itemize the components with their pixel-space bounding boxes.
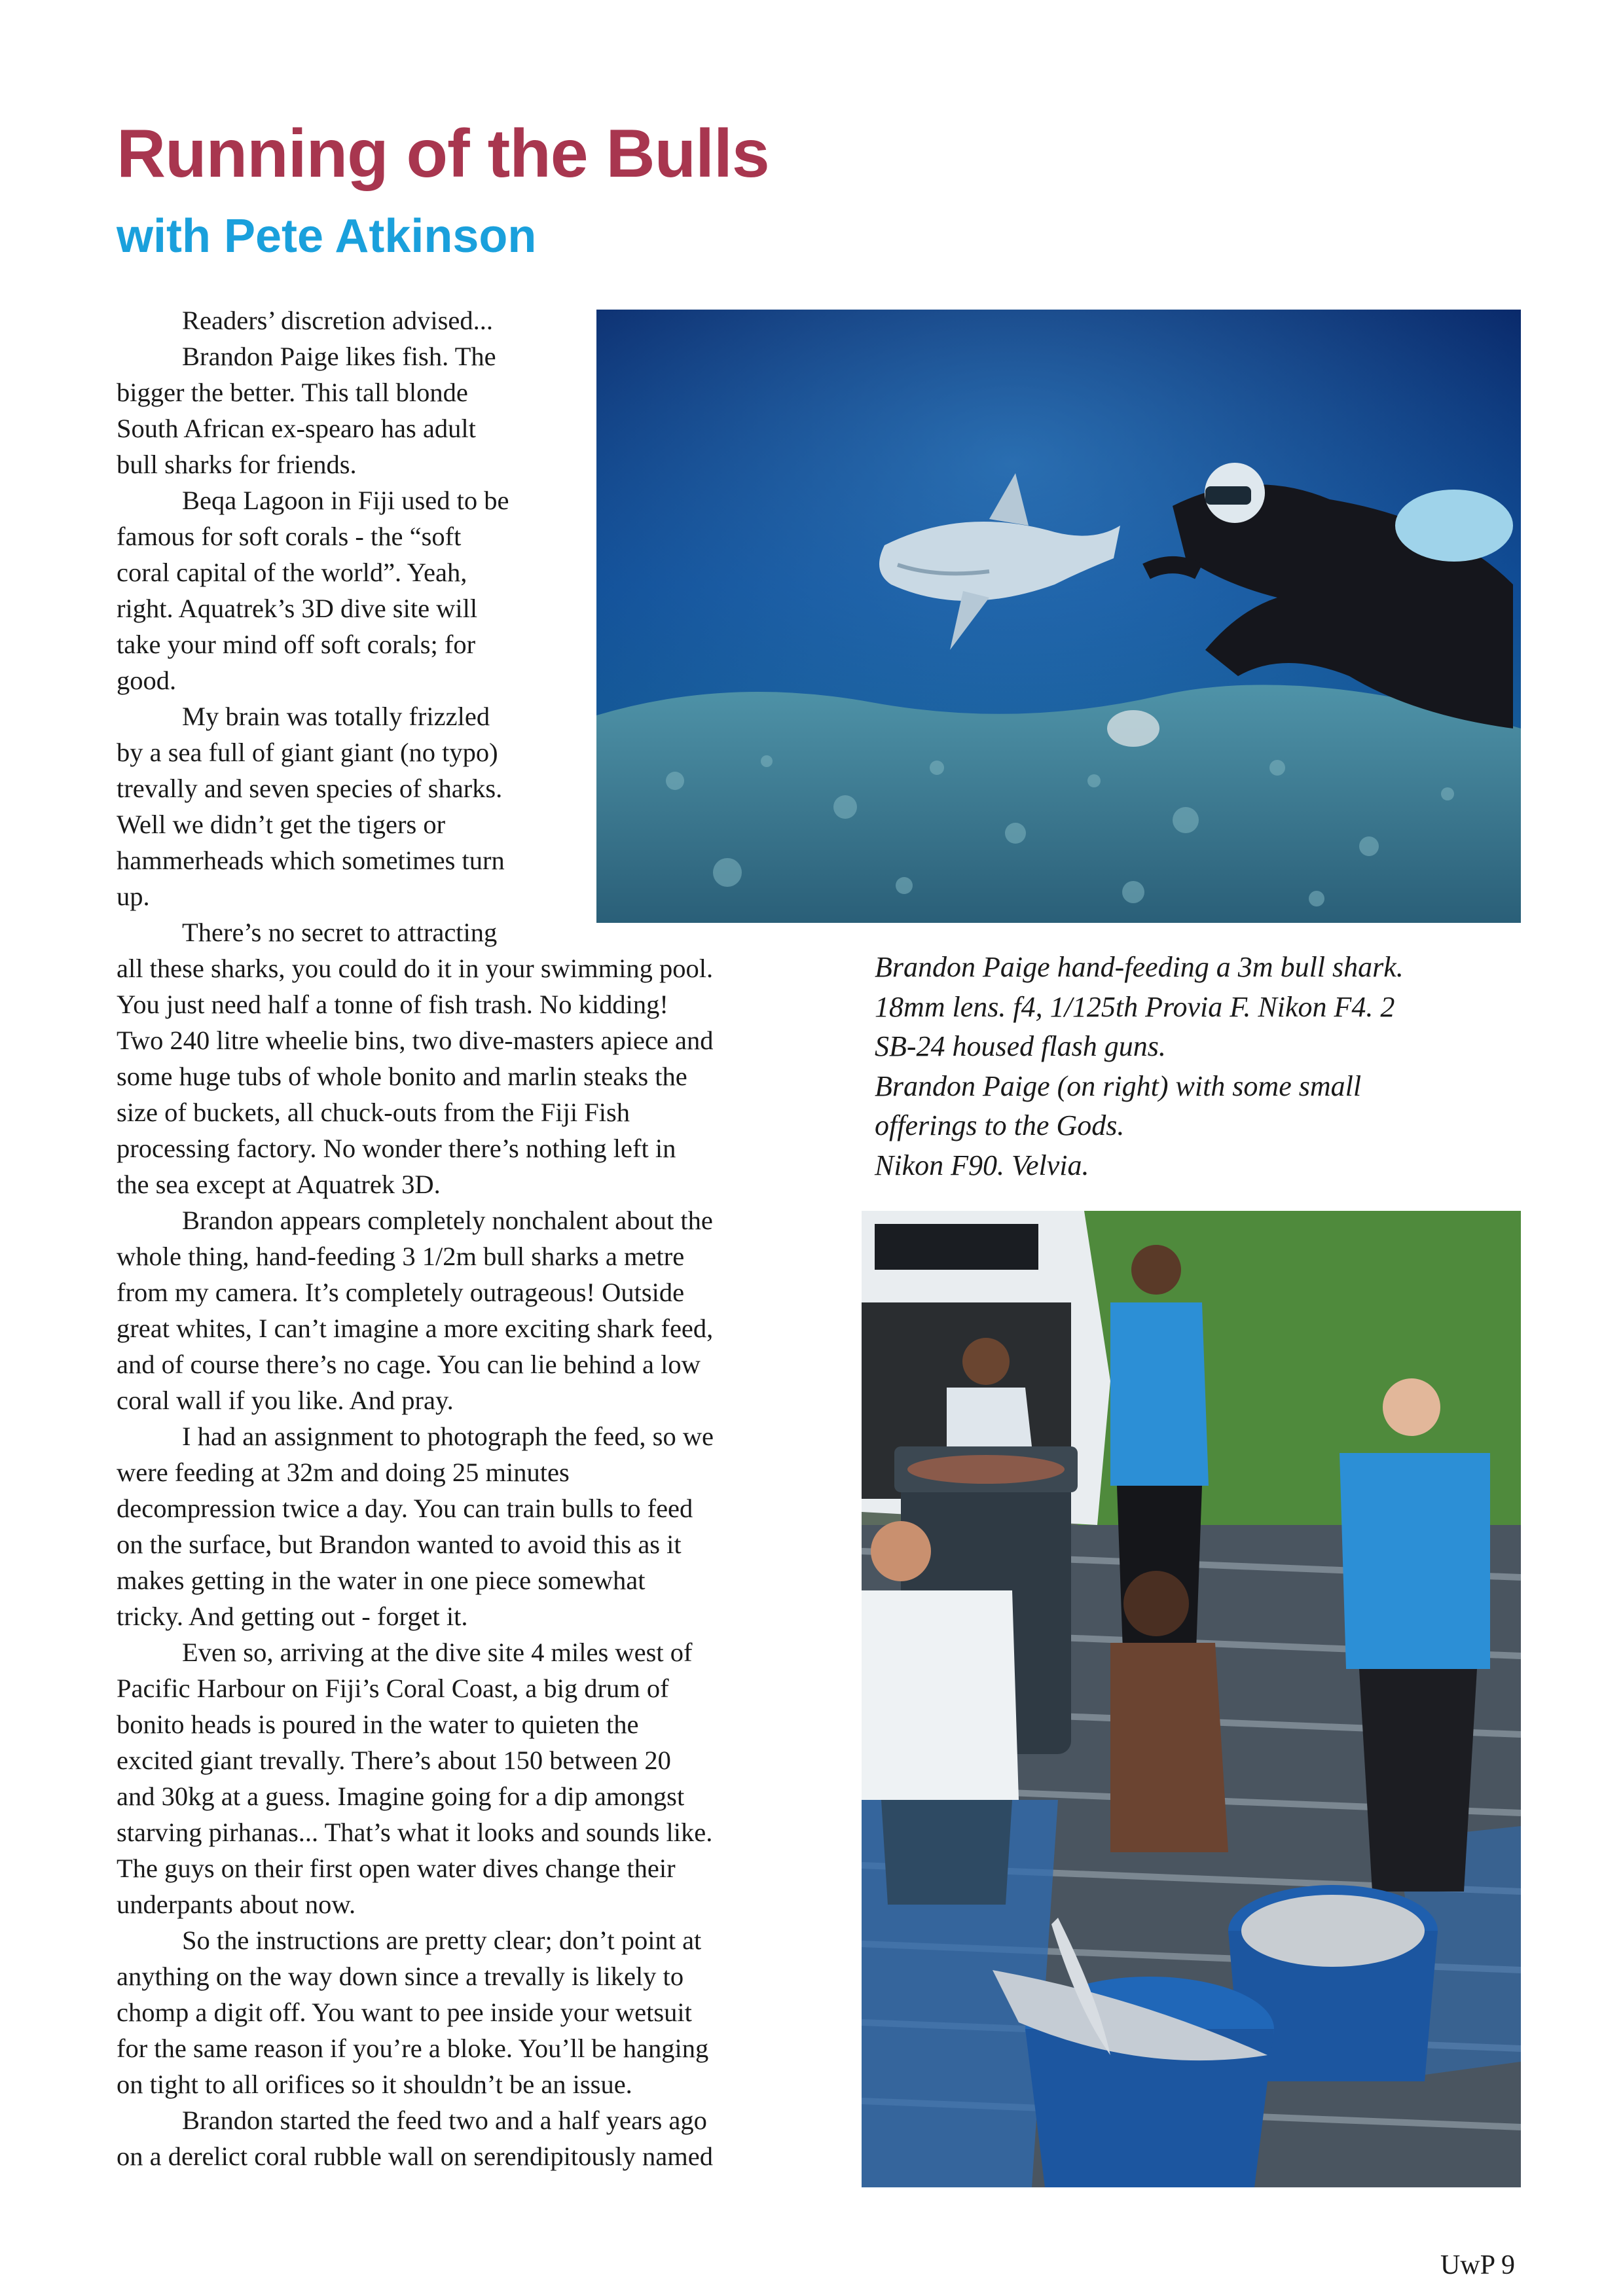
body-line: hammerheads which sometimes turn — [117, 846, 505, 875]
body-line: the sea except at Aquatrek 3D. — [117, 1170, 441, 1199]
body-line: take your mind off soft corals; for — [117, 630, 476, 659]
body-line: were feeding at 32m and doing 25 minutes — [117, 1458, 570, 1487]
body-line: Beqa Lagoon in Fiji used to be — [182, 486, 509, 515]
body-line: The guys on their first open water dives change their — [117, 1854, 676, 1883]
caption-line: Brandon Paige hand-feeding a 3m bull shark. — [875, 951, 1404, 983]
article-byline: with Pete Atkinson — [117, 210, 537, 262]
body-line: processing factory. No wonder there’s nothing left in — [117, 1134, 676, 1163]
body-line: underpants about now. — [117, 1890, 356, 1919]
body-line: My brain was totally frizzled — [182, 702, 490, 731]
body-line: from my camera. It’s completely outrageous! Outside — [117, 1278, 685, 1307]
body-line: for the same reason if you’re a bloke. You’ll be hanging — [117, 2034, 709, 2063]
body-line: Well we didn’t get the tigers or — [117, 810, 446, 839]
body-line: bull sharks for friends. — [117, 450, 357, 479]
body-line: starving pirhanas... That’s what it looks and sounds like. — [117, 1818, 713, 1847]
photo-captions — [875, 948, 1404, 1185]
body-line: and of course there’s no cage. You can lie behind a low — [117, 1350, 701, 1379]
body-line: bigger the better. This tall blonde — [117, 378, 468, 407]
body-line: and 30kg at a guess. Imagine going for a dip amongst — [117, 1782, 685, 1811]
shark-feeding-illustration — [596, 310, 1521, 923]
body-line: good. — [117, 666, 177, 695]
body-line: tricky. And getting out - forget it. — [117, 1602, 468, 1631]
body-line: There’s no secret to attracting — [182, 918, 498, 947]
body-line: Even so, arriving at the dive site 4 miles west of — [182, 1638, 693, 1667]
fish-tubs-illustration — [862, 1211, 1521, 2187]
body-line: on tight to all orifices so it shouldn’t be an issue. — [117, 2070, 632, 2099]
body-line: decompression twice a day. You can train bulls to feed — [117, 1494, 693, 1523]
body-line: great whites, I can’t imagine a more exciting shark feed, — [117, 1314, 714, 1343]
photo-shark-feeding — [596, 310, 1521, 923]
body-line: Readers’ discretion advised... — [182, 306, 493, 335]
body-line: So the instructions are pretty clear; don’t point at — [182, 1926, 702, 1955]
body-line: up. — [117, 882, 150, 911]
caption-line: offerings to the Gods. — [875, 1109, 1125, 1141]
body-line: Brandon Paige likes fish. The — [182, 342, 496, 371]
body-line: makes getting in the water in one piece somewhat — [117, 1566, 646, 1595]
body-line: on a derelict coral rubble wall on serendipitously named — [117, 2142, 713, 2171]
page-number: UwP 9 — [1440, 2250, 1515, 2280]
body-line: coral wall if you like. And pray. — [117, 1386, 454, 1415]
body-line: coral capital of the world”. Yeah, — [117, 558, 467, 587]
body-line: by a sea full of giant giant (no typo) — [117, 738, 498, 767]
body-line: Pacific Harbour on Fiji’s Coral Coast, a big drum of — [117, 1674, 669, 1703]
photo-fish-tubs — [862, 1211, 1521, 2187]
caption-line: Nikon F90. Velvia. — [875, 1149, 1089, 1181]
body-line: Two 240 litre wheelie bins, two dive-masters apiece and — [117, 1026, 714, 1055]
caption-line: SB-24 housed flash guns. — [875, 1030, 1166, 1062]
body-line: right. Aquatrek’s 3D dive site will — [117, 594, 478, 623]
body-line: famous for soft corals - the “soft — [117, 522, 462, 551]
body-line: bonito heads is poured in the water to quieten the — [117, 1710, 639, 1739]
body-line: I had an assignment to photograph the feed, so we — [182, 1422, 714, 1451]
body-line: chomp a digit off. You want to pee inside your wetsuit — [117, 1998, 692, 2027]
caption-line: 18mm lens. f4, 1/125th Provia F. Nikon F4. 2 — [875, 990, 1395, 1023]
body-line: size of buckets, all chuck-outs from the Fiji Fish — [117, 1098, 630, 1127]
body-line: excited giant trevally. There’s about 150 between 20 — [117, 1746, 671, 1775]
body-line: all these sharks, you could do it in your swimming pool. — [117, 954, 714, 983]
body-line: You just need half a tonne of fish trash. No kidding! — [117, 990, 668, 1019]
caption-line: Brandon Paige (on right) with some small — [875, 1069, 1362, 1102]
body-line: Brandon appears completely nonchalent about the — [182, 1206, 713, 1235]
body-line: whole thing, hand-feeding 3 1/2m bull sharks a metre — [117, 1242, 685, 1271]
body-line: trevally and seven species of sharks. — [117, 774, 503, 803]
body-line: anything on the way down since a trevally is likely to — [117, 1962, 684, 1991]
article-title: Running of the Bulls — [117, 116, 769, 192]
body-line: Brandon started the feed two and a half years ago — [182, 2106, 707, 2135]
body-line: on the surface, but Brandon wanted to avoid this as it — [117, 1530, 682, 1559]
body-line: some huge tubs of whole bonito and marlin steaks the — [117, 1062, 687, 1091]
body-line: South African ex-spearo has adult — [117, 414, 476, 443]
